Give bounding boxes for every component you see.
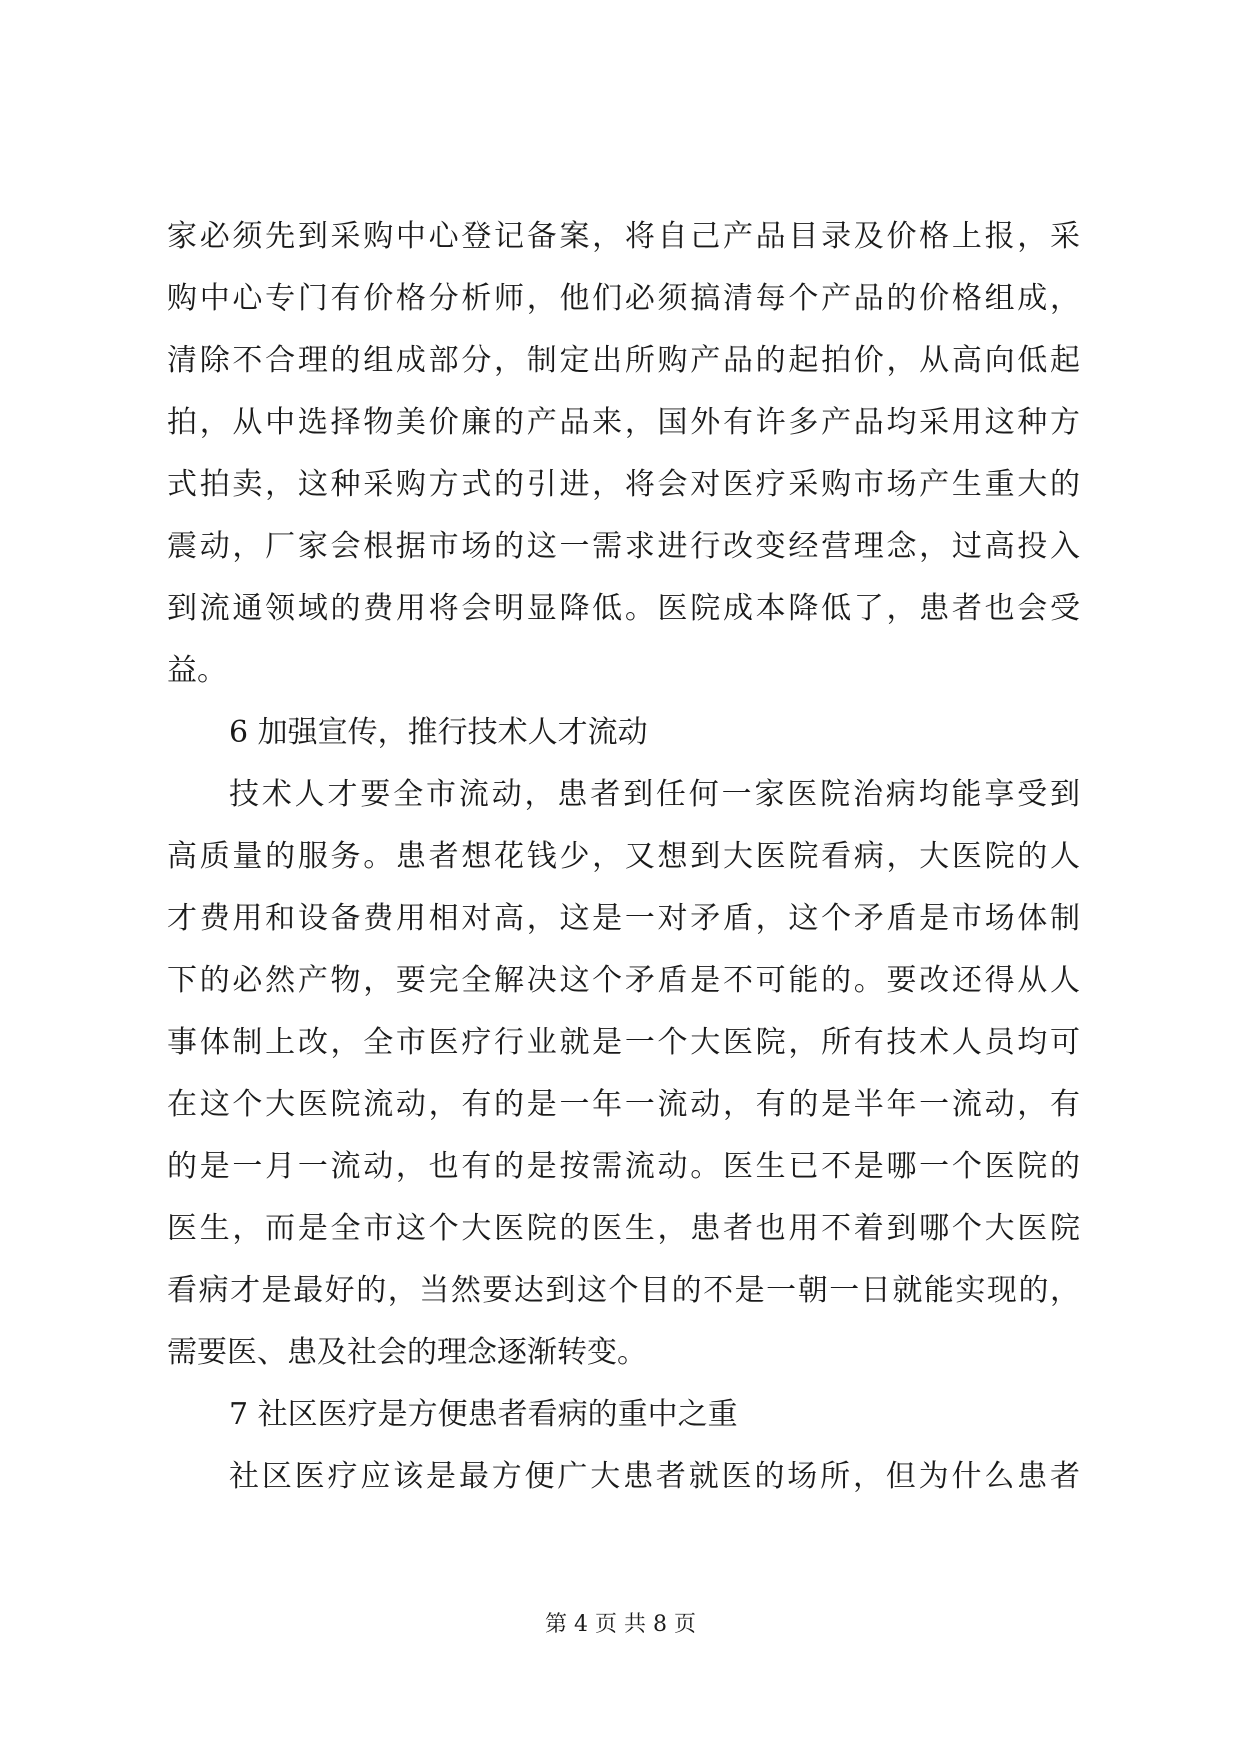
paragraph-line: 下的必然产物，要完全解决这个矛盾是不可能的。要改还得从人	[167, 963, 1080, 998]
page-footer	[0, 1610, 1241, 1640]
paragraph-line: 的是一月一流动，也有的是按需流动。医生已不是哪一个医院的	[167, 1149, 1080, 1184]
paragraph-line: 式拍卖，这种采购方式的引进，将会对医疗采购市场产生重大的	[167, 467, 1080, 502]
paragraph-line: 技术人才要全市流动，患者到任何一家医院治病均能享受到	[229, 777, 1080, 812]
paragraph-line: 家必须先到采购中心登记备案，将自己产品目录及价格上报，采	[167, 219, 1080, 254]
paragraph-line: 需要医、患及社会的理念逐渐转变。	[167, 1335, 647, 1370]
paragraph-line: 医生，而是全市这个大医院的医生，患者也用不着到哪个大医院	[167, 1211, 1080, 1246]
paragraph-line: 益。	[167, 653, 227, 688]
paragraph-line: 清除不合理的组成部分，制定出所购产品的起拍价，从高向低起	[167, 343, 1080, 378]
paragraph-line: 购中心专门有价格分析师，他们必须搞清每个产品的价格组成，	[167, 281, 1080, 316]
paragraph-line: 在这个大医院流动，有的是一年一流动，有的是半年一流动，有	[167, 1087, 1080, 1122]
paragraph-line: 拍，从中选择物美价廉的产品来，国外有许多产品均采用这种方	[167, 405, 1080, 440]
paragraph-line: 震动，厂家会根据市场的这一需求进行改变经营理念，过高投入	[167, 529, 1080, 564]
paragraph-line: 事体制上改，全市医疗行业就是一个大医院，所有技术人员均可	[167, 1025, 1080, 1060]
section-heading: 7 社区医疗是方便患者看病的重中之重	[229, 1397, 738, 1432]
page-number: 第 4 页 共 8 页	[545, 1612, 696, 1637]
paragraph-line: 社区医疗应该是最方便广大患者就医的场所，但为什么患者	[229, 1459, 1080, 1494]
paragraph-line: 才费用和设备费用相对高，这是一对矛盾，这个矛盾是市场体制	[167, 901, 1080, 936]
paragraph-line: 看病才是最好的，当然要达到这个目的不是一朝一日就能实现的，	[167, 1273, 1080, 1308]
paragraph-line: 高质量的服务。患者想花钱少，又想到大医院看病，大医院的人	[167, 839, 1080, 874]
paragraph-line: 到流通领域的费用将会明显降低。医院成本降低了，患者也会受	[167, 591, 1080, 626]
body-text	[167, 206, 1080, 1508]
section-heading: 6 加强宣传，推行技术人才流动	[229, 715, 648, 750]
